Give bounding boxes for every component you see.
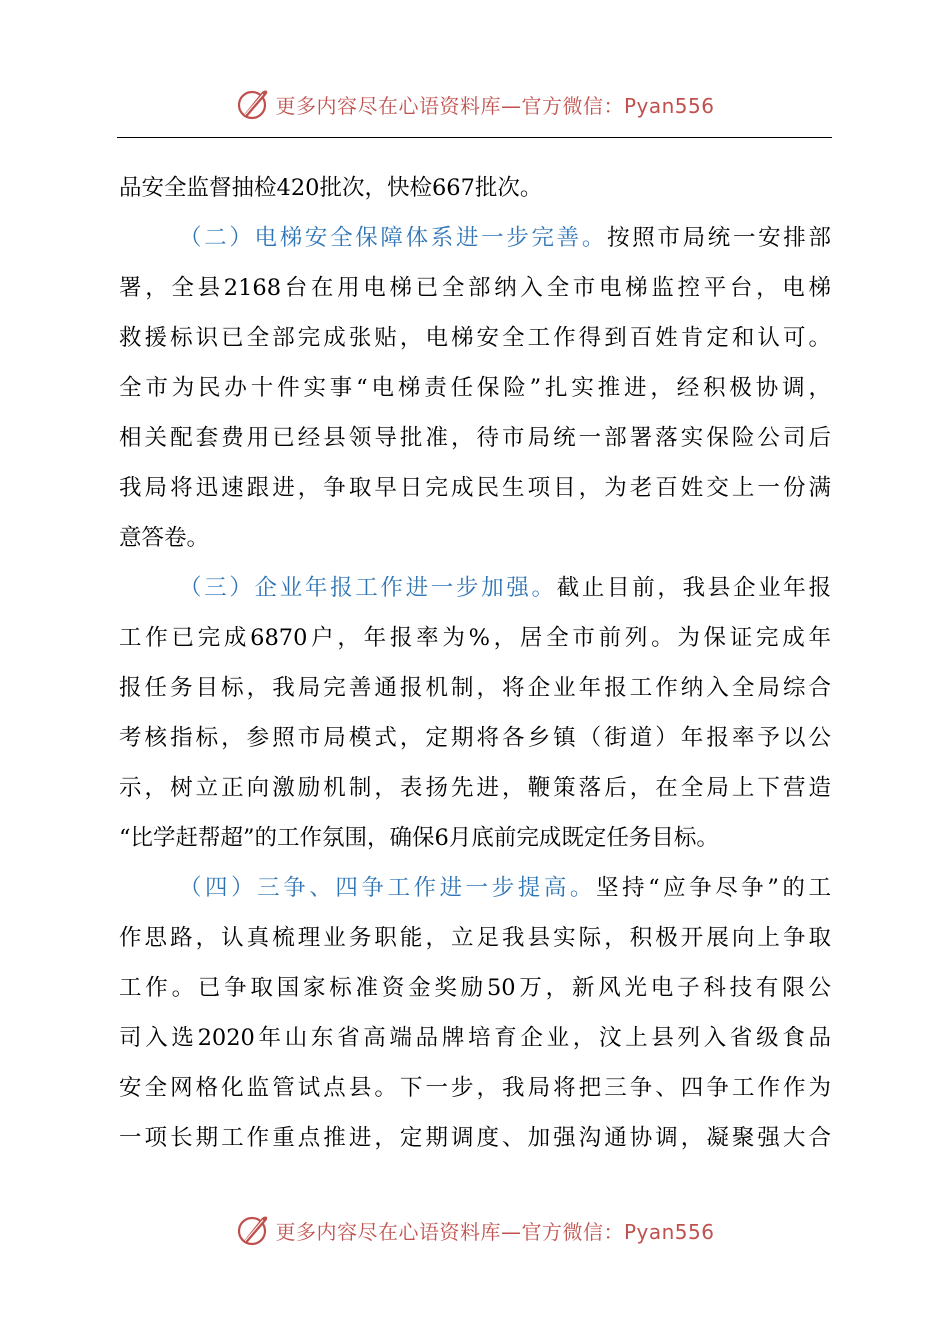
text-line: 报任务目标，我局完善通报机制，将企业年报工作纳入全局综合	[119, 675, 831, 701]
text-line: 司入选2020年山东省高端品牌培育企业，汶上县列入省级食品	[119, 1025, 831, 1051]
text-line: 作思路，认真梳理业务职能，立足我县实际，积极开展向上争取	[119, 925, 831, 951]
text-line: 工作已完成6870户，年报率为%，居全市前列。为保证完成年	[119, 625, 831, 651]
text-line: 相关配套费用已经县领导批准，待市局统一部署落实保险公司后	[119, 425, 831, 451]
text-line: 示，树立正向激励机制，表扬先进，鞭策落后，在全局上下营造	[119, 775, 831, 801]
section-heading: （四）三争、四争工作进一步提高。	[179, 875, 596, 901]
text-line	[119, 563, 831, 613]
header-banner	[0, 84, 950, 124]
text-line: “比学赶帮超”的工作氛围，确保6月底前完成既定任务目标。	[119, 825, 719, 851]
header-divider	[117, 137, 832, 138]
text-line: 救援标识已全部完成张贴，电梯安全工作得到百姓肯定和认可。	[119, 325, 831, 351]
document-body	[119, 163, 831, 1163]
quill-pen-logo-icon	[235, 1212, 271, 1248]
text-line	[119, 213, 831, 263]
text-line	[119, 863, 831, 913]
section-heading: （三）企业年报工作进一步加强。	[179, 575, 557, 601]
text-line: 考核指标，参照市局模式，定期将各乡镇（街道）年报率予以公	[119, 725, 831, 751]
text-line: 署，全县2168台在用电梯已全部纳入全市电梯监控平台，电梯	[119, 275, 831, 301]
footer-banner-text: 更多内容尽在心语资料库—官方微信：Pyan556	[275, 1219, 715, 1244]
text-line: 我局将迅速跟进，争取早日完成民生项目，为老百姓交上一份满	[119, 475, 831, 501]
text-line: 全市为民办十件实事“电梯责任保险”扎实推进，经积极协调，	[119, 375, 831, 401]
quill-pen-logo-icon	[235, 86, 271, 122]
text-line: 意答卷。	[119, 525, 210, 551]
text-span: 坚持“应争尽争”的工	[595, 875, 831, 901]
text-line: 工作。已争取国家标准资金奖励50万，新风光电子科技有限公	[119, 975, 831, 1001]
section-heading: （二）电梯安全保障体系进一步完善。	[179, 225, 608, 251]
text-line: 安全网格化监管试点县。下一步，我局将把三争、四争工作作为	[119, 1075, 831, 1101]
text-span: 按照市局统一安排部	[607, 225, 831, 251]
text-line: 品安全监督抽检420批次，快检667批次。	[119, 175, 543, 201]
text-line: 一项长期工作重点推进，定期调度、加强沟通协调，凝聚强大合	[119, 1125, 831, 1151]
footer-banner	[0, 1210, 950, 1250]
text-span: 截止目前，我县企业年报	[556, 575, 831, 601]
header-banner-text: 更多内容尽在心语资料库—官方微信：Pyan556	[275, 93, 715, 118]
